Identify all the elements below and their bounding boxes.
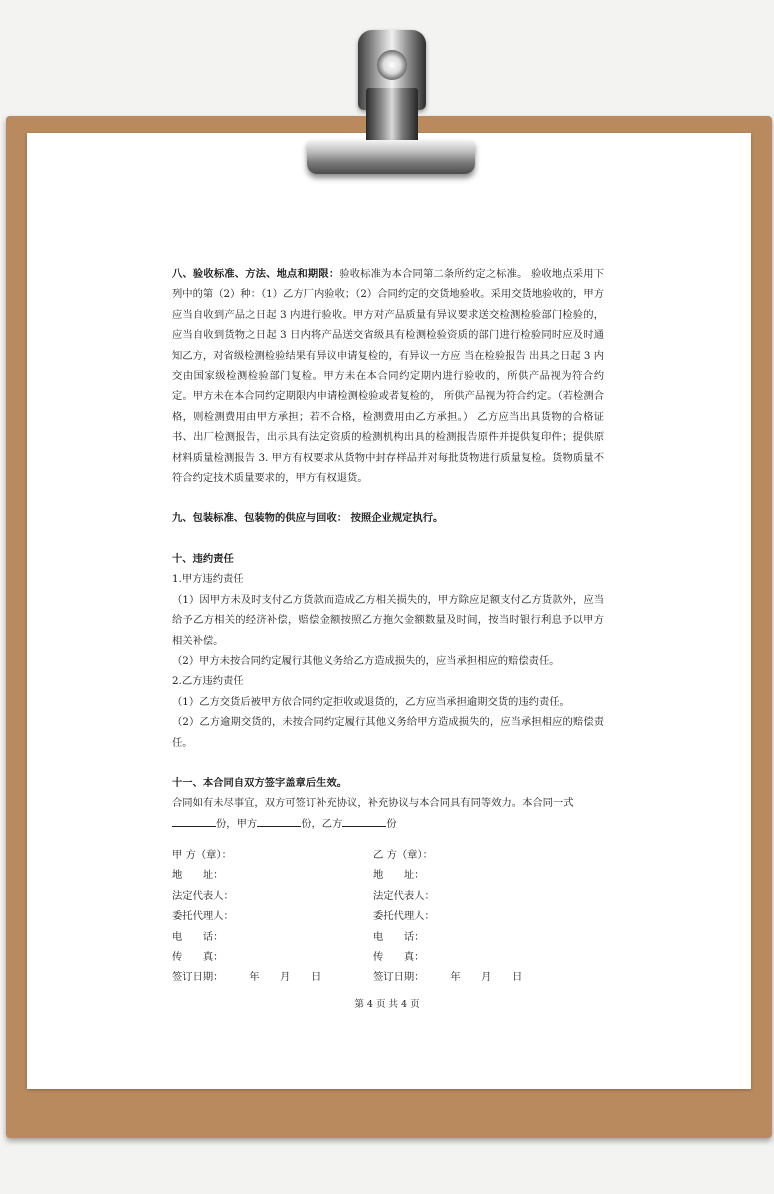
binder-clip-neck [366, 88, 418, 144]
section-10-p1: （1）因甲方未及时支付乙方货款而造成乙方相关损失的，甲方除应足额支付乙方货款外，应当给予乙方相关的经济补偿，赔偿金额按照乙方拖欠金额数量及时间，按当时银行利息予以甲方相关补偿。 [172, 593, 604, 647]
blank-field [342, 815, 386, 827]
section-8-body: 验收标准为本合同第二条所约定之标准。 验收地点采用下列中的第（2）种：（1）乙方厂内验收；（2）合同约定的交货地验收。采用交货地验收的，甲方应当自收到产品之日起 3 内进行验收。甲方对产品质量有异议要求送交检测检验部门检验的，应当自收到货物之日起 3 日内将产品送交省级具有检测检验资质的部门进行检验同时应及时通知乙方，对省级检测检验结果有异议申请复检的，有异议一方应 当在检验报告 出具之日起 3 内交由国家级检测检验部门复检。甲方未在本合同约定期内进行验收的，所供产品视为符合约定。甲方未在本合同约定期限内申请检测检验或者复检的， 所供产品视为符合约定。（若检测合格，则检测费用由甲方承担；若不合格，检测费用由乙方承担。） 乙方应当出具货物的合格证书、出厂检测报告，出示具有法定资质的检测机构出具的检测报告原件并提供复印件；提供原材料质量检测报告 3. 甲方有权要求从货物中封存样品并对每批货物进行质量复检。货物质量不符合约定技术质量要求的，甲方有权退货。 [172, 268, 604, 485]
section-8 [172, 264, 604, 488]
blank-field [172, 815, 216, 827]
signature-row [172, 845, 612, 865]
party-b-field: 地 址： [373, 869, 425, 882]
copies-line [172, 814, 604, 834]
section-10-sub2: 2.乙方违约责任 [172, 675, 244, 688]
party-b-field: 电 话： [373, 930, 425, 943]
party-a-field: 电 话： [172, 930, 224, 943]
party-a-field: 地 址： [172, 869, 224, 882]
contract-text [172, 264, 604, 834]
signature-row [172, 927, 612, 947]
section-10-sub1: 1.甲方违约责任 [172, 573, 244, 586]
binder-clip-bar [307, 140, 475, 174]
party-a-field: 委托代理人： [172, 910, 234, 923]
party-b-field: 乙 方（章）： [373, 849, 433, 861]
party-a-field: 传 真： [172, 951, 224, 964]
binder-clip-hole [377, 50, 407, 80]
party-a-date: 签订日期： 年 月 日 [172, 971, 322, 984]
section-10-p4: （2）乙方逾期交货的，未按合同约定履行其他义务给甲方造成损失的，应当承担相应的赔偿责任。 [172, 716, 604, 749]
blank-field [257, 815, 301, 827]
section-11-p1: 合同如有未尽事宜，双方可签订补充协议，补充协议与本合同具有同等效力。本合同一式 [172, 797, 574, 810]
copies-unit-1: 份，甲方 [216, 817, 258, 830]
section-9: 九、包装标准、包装物的供应与回收： 按照企业规定执行。 [172, 512, 444, 525]
party-a-field: 甲 方（章）： [172, 849, 232, 861]
signature-row [172, 886, 612, 906]
page-number: 第 4 页 共 4 页 [354, 999, 420, 1010]
signature-row [172, 967, 612, 987]
signature-row [172, 906, 612, 926]
section-11-heading: 十一、本合同自双方签字盖章后生效。 [172, 776, 348, 789]
party-b-field: 委托代理人： [373, 910, 435, 923]
section-8-heading: 八、验收标准、方法、地点和期限： [172, 268, 340, 280]
signature-block [172, 845, 612, 988]
party-b-date: 签订日期： 年 月 日 [373, 971, 523, 984]
section-10-p2: （2）甲方未按合同约定履行其他义务给乙方造成损失的，应当承担相应的赔偿责任。 [172, 654, 560, 667]
party-b-field: 法定代表人： [373, 889, 435, 902]
section-10-heading: 十、违约责任 [172, 552, 234, 565]
copies-unit-2: 份，乙方 [301, 817, 343, 830]
section-10-p3: （1）乙方交货后被甲方依合同约定拒收或退货的，乙方应当承担逾期交货的违约责任。 [172, 695, 570, 708]
signature-row [172, 947, 612, 967]
copies-unit-3: 份 [386, 817, 397, 830]
party-a-field: 法定代表人： [172, 889, 234, 902]
party-b-field: 传 真： [373, 951, 425, 964]
signature-row [172, 865, 612, 885]
